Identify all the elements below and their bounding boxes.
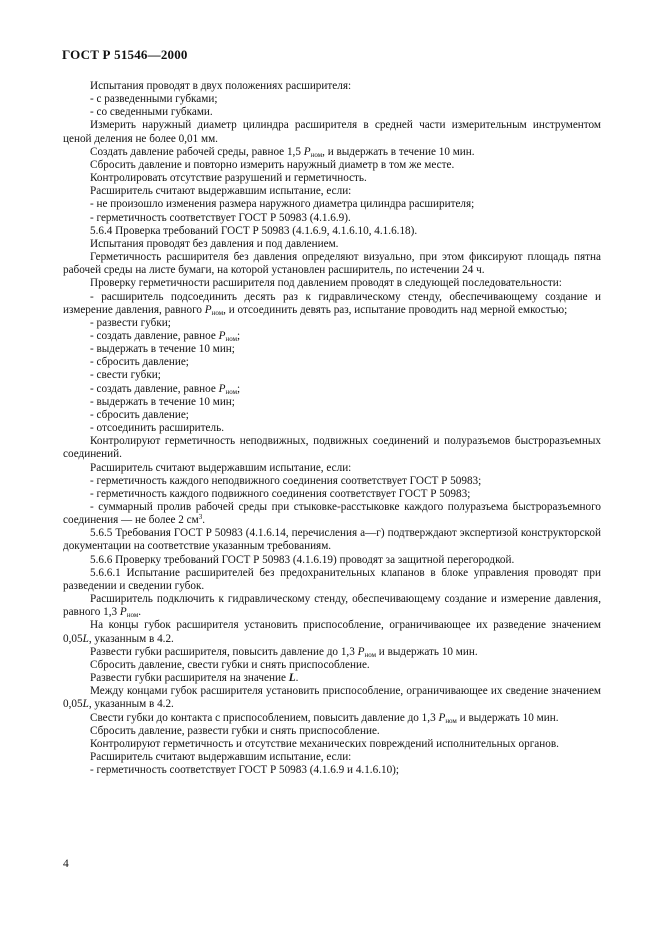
paragraph: Между концами губок расширителя установить приспособление, ограничивающее их сведение значением 0,05L, указанным в 4.2. bbox=[63, 685, 601, 711]
paragraph: - не произошло изменения размера наружного диаметра цилиндра расширителя; bbox=[90, 198, 475, 211]
paragraph: Свести губки до контакта с приспособлением, повысить давление до 1,3 $P_{ном}$ и выдержать 10 мин. bbox=[90, 711, 559, 725]
paragraph: Сбросить давление и повторно измерить наружный диаметр в том же месте. bbox=[90, 158, 455, 171]
paragraph: 5.6.6.1 Испытание расширителей без предохранительных клапанов в блоке управления проводят при разведении и сведении губок. bbox=[63, 566, 601, 592]
paragraph: - суммарный пролив рабочей среды при стыковке-расстыковке каждого полуразъема быстроразъемного соединения — не более 2 $см^3$. bbox=[63, 501, 601, 527]
paragraph: Сбросить давление, развести губки и снять приспособление. bbox=[90, 724, 380, 737]
paragraph: Сбросить давление, свести губки и снять приспособление. bbox=[90, 658, 370, 671]
paragraph: Контролируют герметичность и отсутствие механических повреждений исполнительных органов. bbox=[90, 737, 559, 750]
paragraph: 5.6.5 Требования ГОСТ Р 50983 (4.1.6.14, перечисления а—г) подтверждают экспертизой конструкторской документации на соответствие указанным требованиям. bbox=[63, 527, 601, 553]
paragraph: Расширитель подключить к гидравлическому стенду, обеспечивающему создание и измерение давления, равного 1,3 $P_{ном}$. bbox=[63, 593, 601, 620]
paragraph: - отсоединить расширитель. bbox=[90, 422, 224, 435]
paragraph: Контролируют герметичность неподвижных, подвижных соединений и полуразъемов быстроразъемных соединений. bbox=[63, 435, 601, 461]
paragraph: 5.6.6 Проверку требований ГОСТ Р 50983 (4.1.6.19) проводят за защитной перегородкой. bbox=[90, 553, 515, 566]
paragraph: - сбросить давление; bbox=[90, 408, 189, 421]
paragraph: Расширитель считают выдержавшим испытание, если: bbox=[90, 461, 352, 474]
paragraph: - герметичность каждого подвижного соединения соответствует ГОСТ Р 50983; bbox=[90, 487, 471, 500]
paragraph: - герметичность соответствует ГОСТ Р 50983 (4.1.6.9). bbox=[90, 211, 351, 224]
document-body bbox=[63, 80, 601, 777]
document-header: ГОСТ Р 51546—2000 bbox=[62, 47, 188, 62]
paragraph: 5.6.4 Проверка требований ГОСТ Р 50983 (4.1.6.9, 4.1.6.10, 4.1.6.18). bbox=[90, 224, 418, 237]
paragraph: - расширитель подсоединить десять раз к гидравлическому стенду, обеспечивающему создание и измерение давления, равного $P_{ном}$, и отсоединить девять раз, испытание проводить над мерной емкостью; bbox=[63, 290, 601, 317]
paragraph: - создать давление, равное $P_{ном}$; bbox=[90, 382, 241, 396]
paragraph: Развести губки расширителя на значение L. bbox=[90, 672, 299, 685]
paragraph: - с разведенными губками; bbox=[90, 93, 218, 106]
paragraph: - сбросить давление; bbox=[90, 356, 189, 369]
paragraph: Контролировать отсутствие разрушений и герметичность. bbox=[90, 172, 367, 185]
paragraph: - герметичность соответствует ГОСТ Р 50983 (4.1.6.9 и 4.1.6.10); bbox=[90, 764, 400, 777]
paragraph: Герметичность расширителя без давления определяют визуально, при этом фиксируют площадь пятна рабочей среды на листе бумаги, на которой установлен расширитель, по истечении 24 ч. bbox=[63, 251, 601, 277]
paragraph: - создать давление, равное $P_{ном}$; bbox=[90, 329, 241, 343]
paragraph: Испытания проводят без давления и под давлением. bbox=[90, 237, 339, 250]
paragraph: - со сведенными губками. bbox=[90, 106, 213, 119]
paragraph: Создать давление рабочей среды, равное 1,5 $P_{ном}$, и выдержать в течение 10 мин. bbox=[90, 145, 475, 159]
paragraph: Расширитель считают выдержавшим испытание, если: bbox=[90, 185, 352, 198]
paragraph: Проверку герметичности расширителя под давлением проводят в следующей последовательности: bbox=[90, 277, 562, 290]
paragraph: На концы губок расширителя установить приспособление, ограничивающее их разведение значением 0,05L, указанным в 4.2. bbox=[63, 619, 601, 645]
paragraph: - выдержать в течение 10 мин; bbox=[90, 395, 235, 408]
paragraph: Испытания проводят в двух положениях расширителя: bbox=[90, 80, 352, 92]
paragraph: - выдержать в течение 10 мин; bbox=[90, 343, 235, 356]
paragraph: - герметичность каждого неподвижного соединения соответствует ГОСТ Р 50983; bbox=[90, 474, 482, 487]
paragraph: Расширитель считают выдержавшим испытание, если: bbox=[90, 750, 352, 763]
paragraph: Измерить наружный диаметр цилиндра расширителя в средней части измерительным инструментом ценой деления не более 0,01 мм. bbox=[63, 119, 601, 145]
paragraph: Развести губки расширителя, повысить давление до 1,3 $P_{ном}$ и выдержать 10 мин. bbox=[90, 645, 478, 659]
paragraph: - развести губки; bbox=[90, 316, 171, 329]
paragraph: - свести губки; bbox=[90, 369, 161, 382]
page-number: 4 bbox=[63, 858, 69, 870]
